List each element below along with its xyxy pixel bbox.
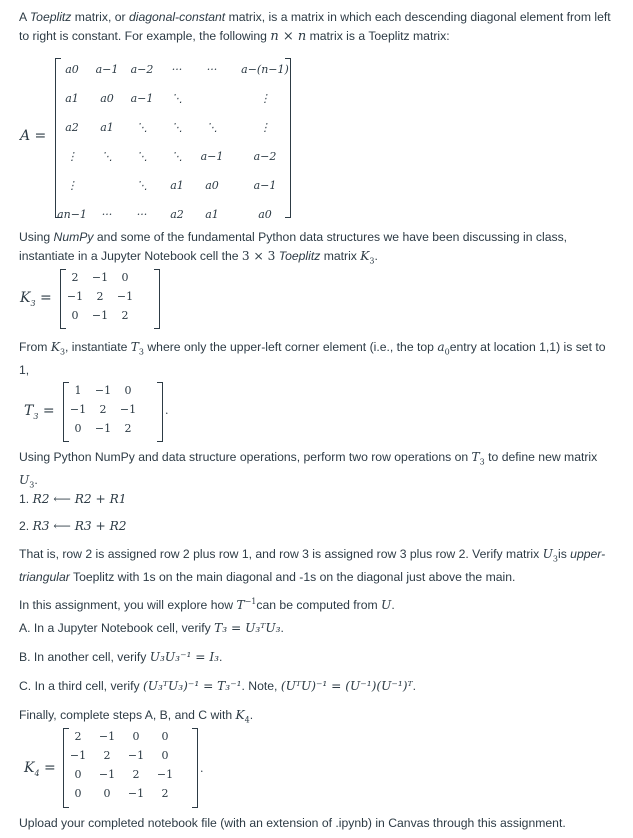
- math-u: U: [19, 473, 30, 488]
- upload-paragraph: [19, 814, 614, 833]
- text: is: [557, 547, 571, 561]
- text: and some of the fundamental Python data structures we have been discussing in class, instantiate in a Jupyter Notebook cell the: [19, 230, 568, 263]
- matrix-cell: ···: [206, 63, 218, 76]
- text: A: [19, 10, 30, 24]
- math-sub: 3: [138, 347, 144, 357]
- math-sub: 3: [552, 554, 558, 564]
- math-k: K: [360, 249, 370, 263]
- step-c: [19, 677, 614, 696]
- math-eq: U₃U₃⁻¹ = I₃: [149, 650, 220, 664]
- math-dim: 3 × 3: [241, 249, 276, 263]
- text: matrix: [320, 249, 361, 263]
- text: .: [374, 249, 378, 263]
- numpy-paragraph: [19, 228, 614, 270]
- matrix-cell: 2: [71, 271, 79, 284]
- text: can be computed from: [256, 598, 382, 613]
- math-u: U: [542, 547, 553, 561]
- math-sub: 3: [29, 480, 35, 490]
- matrix-cell: −1: [119, 403, 137, 416]
- matrix-cell: −1: [91, 309, 109, 322]
- text: A. In a Jupyter Notebook cell, verify: [19, 621, 215, 635]
- text: Finally, complete steps A, B, and C with: [19, 708, 236, 722]
- step-a: [19, 619, 614, 638]
- term-toeplitz: Toeplitz: [275, 249, 321, 263]
- matrix-a-label: A =: [20, 128, 47, 144]
- term-upper-triangular: upper-triangular: [19, 547, 606, 585]
- text: to define new matrix: [484, 450, 598, 464]
- matrix-cell: −1: [69, 403, 87, 416]
- text: matrix is a Toeplitz matrix:: [306, 29, 450, 43]
- matrix-cell: 0: [74, 768, 82, 781]
- matrix-cell: −1: [94, 422, 112, 435]
- explore-paragraph: [19, 592, 614, 615]
- matrix-k4-label: $K_4$ =: [24, 760, 56, 778]
- text: , instantiate: [65, 340, 131, 354]
- math-sup: −1: [244, 597, 257, 606]
- step-b: [19, 648, 614, 667]
- text: where only the upper-left corner element (i.e., the top: [143, 340, 438, 354]
- math-expr: R2 ⟵ R2 + R1: [32, 492, 127, 506]
- matrix-cell: 2: [121, 309, 129, 322]
- bracket-right: [285, 58, 291, 218]
- matrix-cell: a0: [205, 179, 219, 192]
- text: B. In another cell, verify: [19, 650, 150, 664]
- label-letter: K: [20, 290, 31, 306]
- label-sub: 3: [30, 298, 36, 308]
- text: .: [412, 679, 416, 693]
- matrix-cell: 0: [74, 787, 82, 800]
- list-item: [19, 490, 614, 509]
- matrix-cell: a2: [170, 208, 184, 221]
- matrix-cell: a−(n−1): [241, 63, 289, 76]
- matrix-cell: a0: [100, 92, 114, 105]
- matrix-cell: −1: [127, 749, 145, 762]
- text: In this assignment, you will explore how: [19, 598, 237, 613]
- text: Using Python NumPy and data structure operations, perform two row operations on: [19, 450, 472, 464]
- matrix-cell: a1: [100, 121, 114, 134]
- text: matrix, or: [71, 10, 129, 24]
- math-sub: 4: [244, 715, 250, 725]
- matrix-t3-label: $T_3$ =: [24, 403, 55, 421]
- matrix-cell: ⋮: [66, 179, 78, 192]
- matrix-cell: an−1: [57, 208, 87, 221]
- list-number: 1.: [19, 492, 30, 506]
- matrix-cell: 2: [96, 290, 104, 303]
- list-item: [19, 517, 614, 536]
- math-a: a: [437, 340, 445, 354]
- matrix-cell: a−2: [253, 150, 277, 163]
- bracket-right: [192, 728, 198, 808]
- matrix-cell: −1: [69, 749, 87, 762]
- matrix-cell: ⋱: [101, 150, 113, 163]
- period: .: [165, 404, 169, 417]
- matrix-cell: a−1: [200, 150, 224, 163]
- matrix-cell: a0: [258, 208, 272, 221]
- math-k: K: [50, 340, 60, 354]
- matrix-cell: 2: [161, 787, 169, 800]
- math-sub: 3: [369, 256, 375, 266]
- list-number: 2.: [19, 519, 30, 533]
- math-expr: R3 ⟵ R3 + R2: [32, 519, 127, 533]
- matrix-cell: ⋮: [66, 150, 78, 163]
- label-letter: T: [24, 403, 34, 419]
- matrix-cell: 1: [74, 384, 82, 397]
- matrix-cell: 0: [132, 730, 140, 743]
- matrix-cell: ⋱: [171, 150, 183, 163]
- matrix-cell: 0: [124, 384, 132, 397]
- matrix-cell: ⋮: [259, 92, 271, 105]
- term-toeplitz: Toeplitz: [29, 10, 72, 24]
- matrix-k3-label: $K_3$ =: [20, 290, 52, 308]
- bracket-left: [55, 58, 61, 218]
- matrix-cell: a−1: [95, 63, 119, 76]
- math-t: T: [130, 340, 139, 354]
- matrix-cell: 2: [74, 730, 82, 743]
- text: From: [19, 340, 51, 354]
- matrix-cell: 0: [161, 730, 169, 743]
- matrix-cell: a1: [170, 179, 184, 192]
- matrix-cell: a2: [65, 121, 79, 134]
- matrix-cell: −1: [98, 768, 116, 781]
- text: Upload your completed notebook file (with an extension of .ipynb) in Canvas through this assignment.: [19, 816, 566, 830]
- text: Using: [19, 230, 54, 244]
- math-eq: T₃ = U₃ᵀU₃: [214, 621, 281, 635]
- matrix-cell: a0: [65, 63, 79, 76]
- matrix-cell: a1: [205, 208, 219, 221]
- matrix-cell: a−1: [253, 179, 277, 192]
- matrix-cell: ⋱: [171, 121, 183, 134]
- math-t: T: [236, 598, 245, 613]
- matrix-cell: −1: [66, 290, 84, 303]
- matrix-cell: −1: [94, 384, 112, 397]
- row-ops-paragraph: [19, 448, 614, 495]
- label-sub: 4: [34, 768, 40, 778]
- math-eq: (UᵀU)⁻¹ = (U⁻¹)(U⁻¹)ᵀ: [280, 679, 413, 693]
- text: .: [391, 598, 395, 613]
- text: C. In a third cell, verify: [19, 679, 143, 693]
- matrix-cell: 0: [71, 309, 79, 322]
- matrix-cell: ⋱: [136, 150, 148, 163]
- matrix-cell: ⋱: [136, 179, 148, 192]
- term-numpy: NumPy: [53, 230, 94, 244]
- from-k3-paragraph: [19, 338, 614, 380]
- matrix-cell: 0: [103, 787, 111, 800]
- matrix-cell: −1: [127, 787, 145, 800]
- bracket-right: [154, 269, 160, 329]
- math-sub: 3: [59, 347, 66, 357]
- math-u: U: [381, 598, 392, 613]
- matrix-cell: 0: [121, 271, 129, 284]
- matrix-cell: −1: [91, 271, 109, 284]
- matrix-cell: 2: [103, 749, 111, 762]
- term-diagonal-constant: diagonal-constant: [128, 10, 226, 24]
- matrix-cell: −1: [116, 290, 134, 303]
- text: .: [280, 621, 284, 635]
- matrix-cell: 0: [74, 422, 82, 435]
- math-n-by-n: n × n: [270, 29, 307, 44]
- math-sub: 3: [479, 457, 485, 467]
- matrix-cell: a1: [65, 92, 79, 105]
- matrix-cell: ⋮: [259, 121, 271, 134]
- matrix-cell: −1: [156, 768, 174, 781]
- label-letter: K: [24, 760, 35, 776]
- matrix-cell: ···: [171, 63, 183, 76]
- matrix-cell: ···: [101, 208, 113, 221]
- label-sub: 3: [33, 411, 39, 421]
- text: That is, row 2 is assigned row 2 plus row 1, and row 3 is assigned row 3 plus row 2. Verify matrix: [19, 547, 543, 561]
- text: entry at location 1,1) is set to 1,: [19, 340, 606, 378]
- text: Toeplitz with 1s on the main diagonal and -1s on the diagonal just above the main.: [69, 570, 516, 585]
- matrix-cell: a−2: [130, 63, 154, 76]
- matrix-cell: a−1: [130, 92, 154, 105]
- period: .: [200, 762, 204, 775]
- bracket-right: [157, 382, 163, 442]
- text: . Note,: [241, 679, 281, 693]
- math-k: K: [235, 708, 245, 722]
- matrix-cell: ⋱: [136, 121, 148, 134]
- text: matrix, is a matrix in which each descending diagonal element from left to right is constant. For example, the following: [19, 10, 611, 43]
- matrix-cell: ⋱: [171, 92, 183, 105]
- math-eq: (U₃ᵀU₃)⁻¹ = T₃⁻¹: [142, 679, 242, 693]
- math-sub: 0: [444, 347, 450, 357]
- matrix-cell: 2: [99, 403, 107, 416]
- math-t: T: [471, 450, 480, 464]
- matrix-cell: ⋱: [206, 121, 218, 134]
- matrix-cell: ···: [136, 208, 148, 221]
- matrix-cell: −1: [98, 730, 116, 743]
- text: .: [219, 650, 223, 664]
- matrix-cell: 0: [161, 749, 169, 762]
- verify-paragraph: [19, 545, 614, 587]
- text: .: [34, 473, 38, 488]
- matrix-cell: 2: [124, 422, 132, 435]
- text: .: [249, 708, 254, 722]
- intro-paragraph: [19, 8, 614, 46]
- final-paragraph: [19, 706, 614, 729]
- matrix-cell: 2: [132, 768, 140, 781]
